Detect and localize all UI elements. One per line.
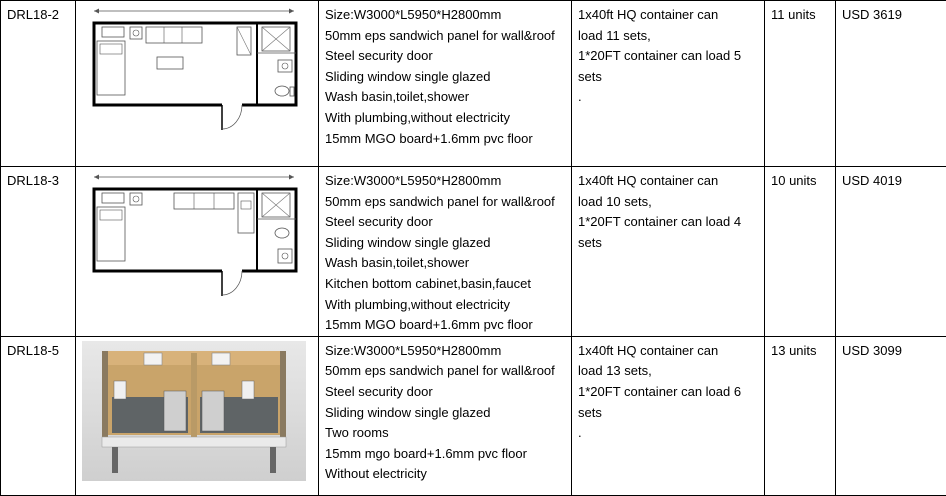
spec-line: With plumbing,without electricity	[325, 295, 565, 316]
loading-cell	[572, 1, 765, 167]
floor-plan-image	[82, 5, 314, 159]
spec-cell	[319, 1, 572, 167]
loading-line: load 13 sets,	[578, 361, 758, 382]
table-row	[1, 1, 946, 167]
loading-line: 1x40ft HQ container can	[578, 341, 758, 362]
loading-cell	[572, 167, 765, 337]
spec-cell	[319, 336, 572, 495]
spec-cell	[319, 167, 572, 337]
loading-line: load 11 sets,	[578, 26, 758, 47]
loading-line: 1x40ft HQ container can	[578, 5, 758, 26]
spec-line: 50mm eps sandwich panel for wall&roof	[325, 192, 565, 213]
spec-line: Without electricity	[325, 464, 565, 485]
model-cell: DRL18-2	[1, 1, 76, 167]
loading-line: 1x40ft HQ container can	[578, 171, 758, 192]
spec-line: 15mm MGO board+1.6mm pvc floor	[325, 315, 565, 336]
price-cell: USD 4019	[836, 167, 946, 337]
loading-line: 1*20FT container can load 5	[578, 46, 758, 67]
image-cell	[76, 336, 319, 495]
spec-line: Size:W3000*L5950*H2800mm	[325, 5, 565, 26]
loading-line: sets	[578, 67, 758, 88]
loading-line: sets	[578, 403, 758, 424]
spec-line: Wash basin,toilet,shower	[325, 253, 565, 274]
spec-line: Sliding window single glazed	[325, 403, 565, 424]
model-cell: DRL18-5	[1, 336, 76, 495]
spec-line: Size:W3000*L5950*H2800mm	[325, 341, 565, 362]
model-cell: DRL18-3	[1, 167, 76, 337]
spec-line: 50mm eps sandwich panel for wall&roof	[325, 361, 565, 382]
quantity-cell: 10 units	[765, 167, 836, 337]
loading-line: load 10 sets,	[578, 192, 758, 213]
spec-line: 15mm MGO board+1.6mm pvc floor	[325, 129, 565, 150]
spec-line: Size:W3000*L5950*H2800mm	[325, 171, 565, 192]
image-cell	[76, 167, 319, 337]
loading-line: 1*20FT container can load 4	[578, 212, 758, 233]
loading-line: 1*20FT container can load 6	[578, 382, 758, 403]
loading-line: .	[578, 87, 758, 108]
spec-line: Steel security door	[325, 382, 565, 403]
image-cell	[76, 1, 319, 167]
loading-cell	[572, 336, 765, 495]
quantity-cell: 11 units	[765, 1, 836, 167]
spec-line: Sliding window single glazed	[325, 233, 565, 254]
price-cell: USD 3619	[836, 1, 946, 167]
quantity-cell: 13 units	[765, 336, 836, 495]
spec-line: With plumbing,without electricity	[325, 108, 565, 129]
table-row	[1, 167, 946, 337]
loading-line: sets	[578, 233, 758, 254]
spec-line: Kitchen bottom cabinet,basin,faucet	[325, 274, 565, 295]
spec-line: Steel security door	[325, 212, 565, 233]
loading-line: .	[578, 423, 758, 444]
spec-line: Sliding window single glazed	[325, 67, 565, 88]
spec-line: Two rooms	[325, 423, 565, 444]
room-render-image	[82, 341, 314, 495]
floor-plan-image	[82, 171, 314, 325]
spec-line: Steel security door	[325, 46, 565, 67]
spec-line: 50mm eps sandwich panel for wall&roof	[325, 26, 565, 47]
price-cell: USD 3099	[836, 336, 946, 495]
spec-line: 15mm mgo board+1.6mm pvc floor	[325, 444, 565, 465]
spec-line: Wash basin,toilet,shower	[325, 87, 565, 108]
table-row	[1, 336, 946, 495]
